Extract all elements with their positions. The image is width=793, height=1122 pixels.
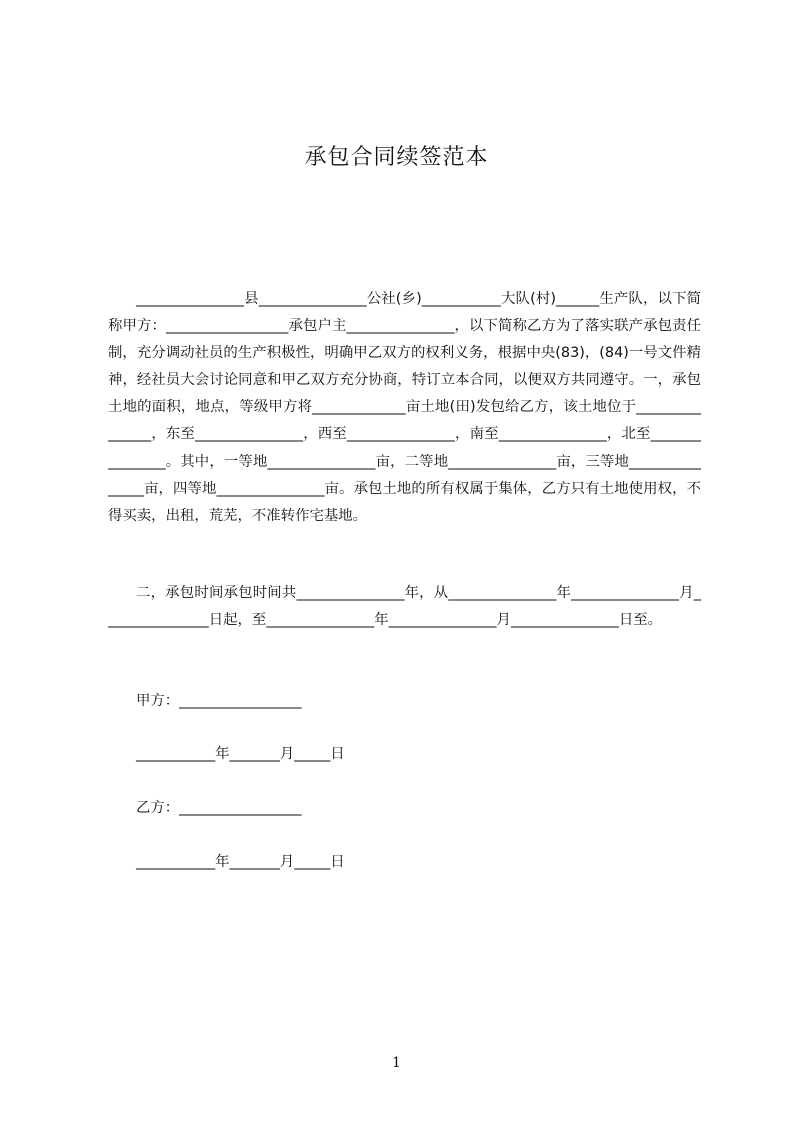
contract-paragraph-2: 二，承包时间承包时间共_______________年，从_______________年_______________月_______________日起，至_______________年_______________月_______________日至。 <box>108 585 701 629</box>
party-a-signature-line: 甲方：_________________ <box>136 693 302 709</box>
page-title: 承包合同续签范本 <box>304 145 489 170</box>
party-b-signature-line: 乙方：_________________ <box>136 800 302 816</box>
page-number: 1 <box>392 1055 401 1071</box>
party-b-date-line: ___________年_______月_____日 <box>136 854 345 870</box>
party-a-date-line: ___________年_______月_____日 <box>136 746 345 762</box>
contract-paragraph-1: _______________县_______________公社(乡)___________大队(村)______生产队，以下简称甲方：_________________承包户主_______________，以下简称乙方为了落实联产承包责任制，充分调动社员的生产积极性，明确甲乙双方的权利义务，根据中央(83)，(84)一号文件精神，经社员大会讨论同意和甲乙双方充分协商，特订立本合同，以便双方共同遵守。一，承包土地的面积，地点，等级甲方将_____________亩土地(田)发包给乙方，该土地位于_______________，东至_______________，西至_______________，南至_______________，北至_______________。其中，一等地_______________亩，二等地_______________亩，三等地_______________亩，四等地_______________亩。承包土地的所有权属于集体，乙方只有土地使用权，不得买卖，出租，荒芜，不准转作宅基地。 <box>108 291 701 524</box>
